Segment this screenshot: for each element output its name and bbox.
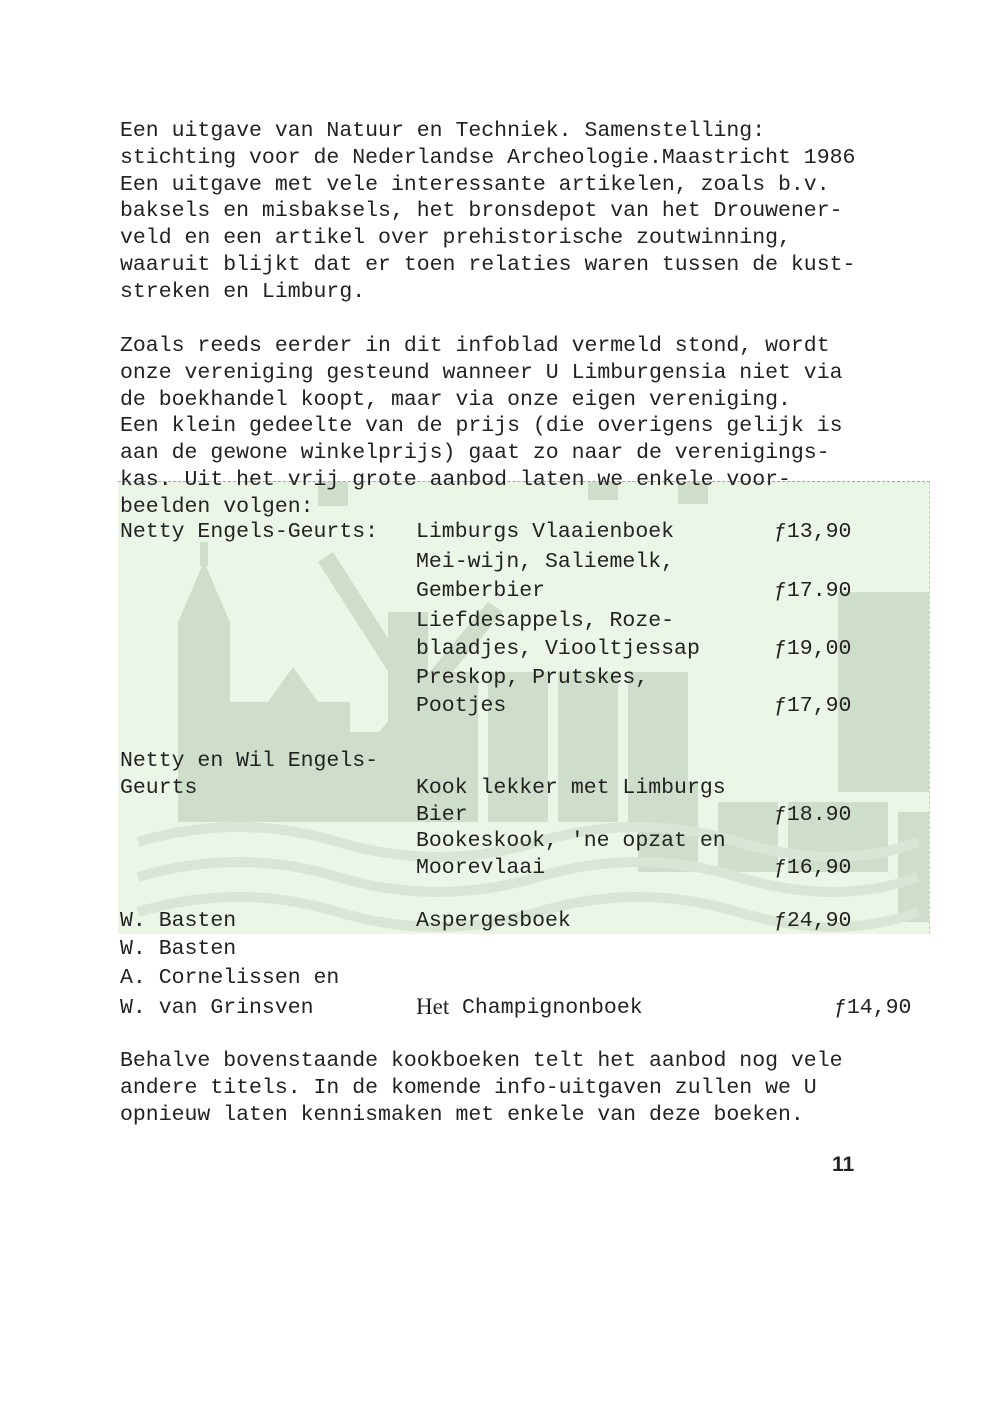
closing-paragraph: Behalve bovenstaande kookboeken telt het aanbod nog vele andere titels. In de komende info-uitgaven zullen we U opnieuw laten kennismaken met enkele van deze boeken. — [120, 1049, 843, 1127]
book-price: ƒ14,90 — [834, 996, 912, 1020]
book-title: Pootjes — [416, 694, 507, 718]
book-title: Aspergesboek — [416, 909, 571, 933]
book-title: Gemberbier — [416, 579, 546, 603]
author-name: Netty en Wil Engels- — [120, 749, 379, 773]
author-name: W. Basten — [120, 909, 237, 933]
book-title: Limburgs Vlaaienboek — [416, 520, 675, 544]
author-name: Netty Engels-Geurts: — [120, 520, 379, 544]
book-title-article: Het — [416, 994, 450, 1019]
page-number: 11 — [832, 1153, 855, 1176]
book-price: ƒ19,00 — [774, 637, 852, 661]
info-paragraph: Zoals reeds eerder in dit infoblad vermeld stond, wordt onze vereniging gesteund wanneer U Limburgensia niet via de boekhandel koopt, maar via onze eigen vereniging. Een klein gedeelte van de prijs (die overigens gelijk is aan de gewone winkelprijs) gaat zo naar de verenigings- kas. Uit het vrij grote aanbod laten we enkele voor- beelden volgen: — [120, 334, 843, 519]
author-name: Geurts — [120, 776, 198, 800]
book-price: ƒ16,90 — [774, 856, 852, 880]
book-title: Moorevlaai — [416, 856, 546, 880]
author-name: W. Basten — [120, 937, 237, 961]
book-title: Preskop, Prutskes, — [416, 666, 649, 690]
book-price: ƒ18.90 — [774, 803, 852, 827]
book-title: Champignonboek — [462, 996, 643, 1020]
book-price: ƒ13,90 — [774, 520, 852, 544]
book-title: Kook lekker met Limburgs — [416, 776, 726, 800]
author-name: W. van Grinsven — [120, 996, 314, 1020]
book-price: ƒ24,90 — [774, 909, 852, 933]
book-title: Liefdesappels, Roze- — [416, 609, 675, 633]
intro-paragraph: Een uitgave van Natuur en Techniek. Samenstelling: stichting voor de Nederlandse Archeologie.Maastricht 1986 Een uitgave met vele interessante artikelen, zoals b.v. baksels en misbaksels, het bronsdepot van het Drouwener- veld en een artikel over prehistorische zoutwinning, waaruit blijkt dat er toen relaties waren tussen de kust- streken en Limburg. — [120, 119, 856, 304]
book-title: blaadjes, Viooltjessap — [416, 637, 700, 661]
book-title: Mei-wijn, Saliemelk, — [416, 550, 675, 574]
book-title: Bier — [416, 803, 468, 827]
book-price: ƒ17.90 — [774, 579, 852, 603]
book-price: ƒ17,90 — [774, 694, 852, 718]
author-name: A. Cornelissen en — [120, 966, 340, 990]
book-title: Bookeskook, 'ne opzat en — [416, 829, 726, 853]
